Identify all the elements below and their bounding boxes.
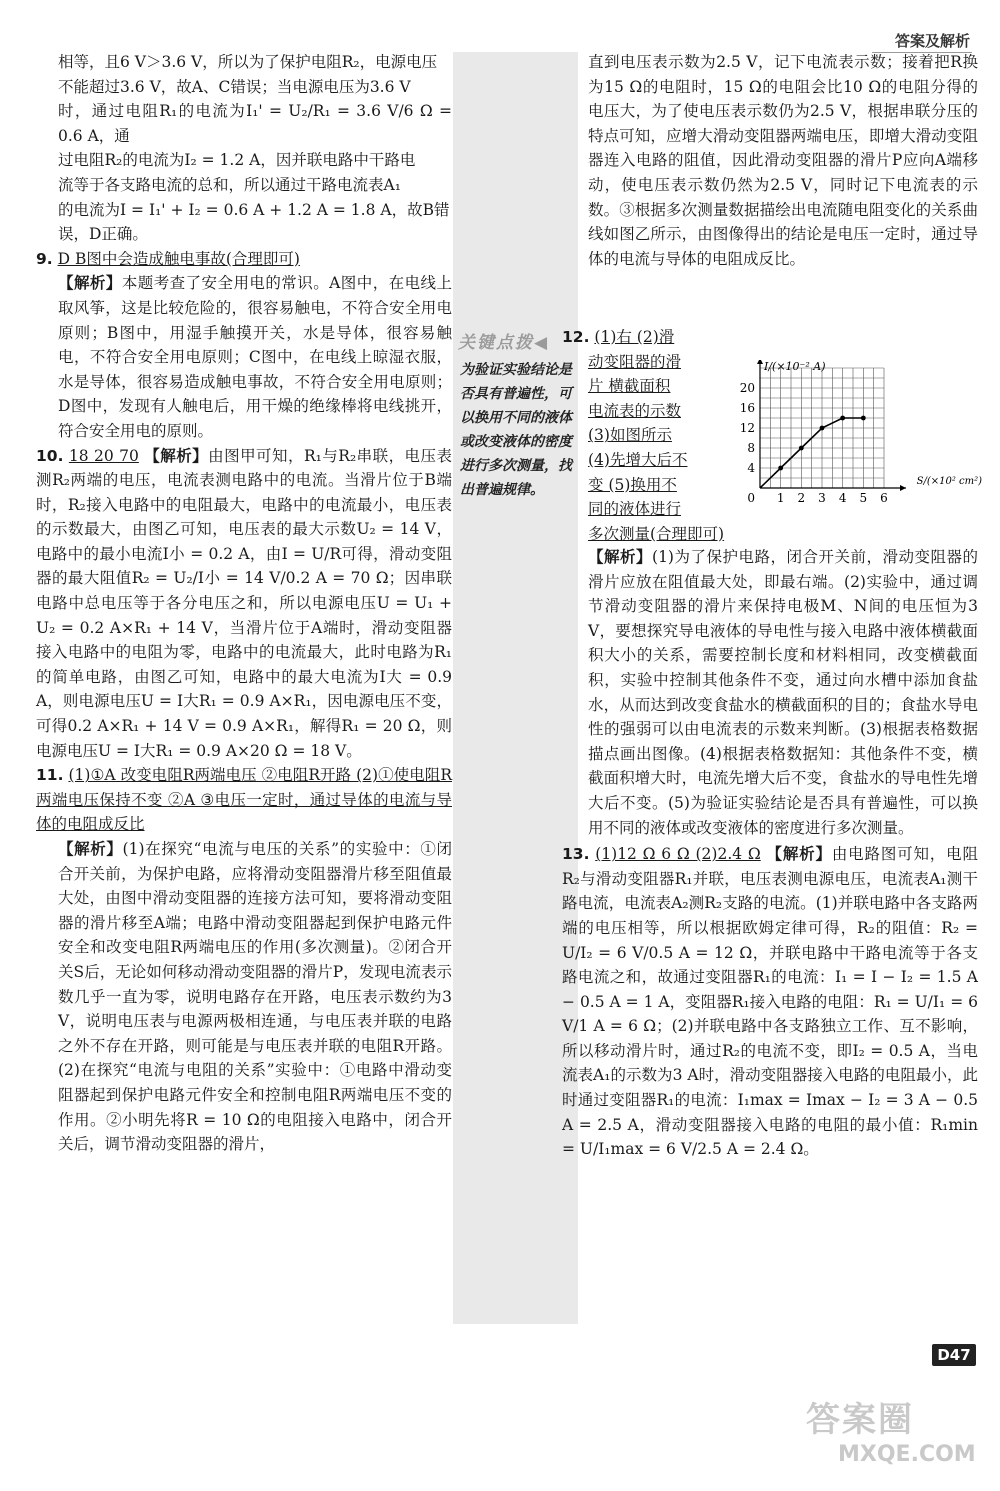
- left-line-5: 流等于各支路电流的总和，所以通过干路电流表A₁: [58, 175, 401, 194]
- question-10-analysis-text: 由图甲可知，R₁与R₂串联，电压表测R₂两端的电压，电流表测电路中的电流。当滑片位于B端时，R₂接入电路中的电阻最大，电路中的电流最小，电压表的示数最大，由图乙可知，电压表的最大示数U₂ = 14 V，电路中的最小电流I小 = 0.2 A，由I = U/R可得，滑动变阻器的最大阻值R₂ = U₂/I小 = 14 V/0.2 A = 70 Ω；因串联电路中总电压等于各分电压之和，所以电源电压U = U₁ + U₂ = 0.2 A×R₁ + 14 V，当滑片位于A端时，滑动变阻器接入电路中的电阻为零，电路中的电流最大，此时电路为R₁的简单电路，由图乙可知，电路中的最大电流为I大 = 0.9 A，则电源电压U = I大R₁ = 0.9 A×R₁，因电源电压不变，可得0.2 A×R₁ + 14 V = 0.9 A×R₁，解得R₁ = 20 Ω，则电源电压U = I大R₁ = 0.9 A×20 Ω = 18 V。: [36, 446, 452, 760]
- left-line-6: 的电流为I = I₁' + I₂ = 0.6 A + 1.2 A = 1.8 A，故B错: [58, 200, 450, 219]
- sidebar-text: 为验证实验结论是否具有普遍性，可以换用不同的液体或改变液体的密度进行多次测量，找出普遍规律。: [460, 362, 572, 498]
- left-line-3: 时，通过电阻R₁的电流为I₁' = U₂/R₁ = 3.6 V/6 Ω = 0.6 A，通: [58, 102, 452, 145]
- left-line-1: 相等，且6 V＞3.6 V，所以为了保护电阻R₂，电源电压: [58, 53, 438, 71]
- question-10-answer: 18 20 70: [68, 446, 139, 465]
- analysis-tag: 【解析】: [58, 273, 122, 293]
- question-9-analysis: [58, 271, 452, 443]
- y-axis-label: I/(×10⁻² A): [764, 360, 826, 373]
- analysis-tag: 【解析】: [766, 844, 832, 864]
- question-12-answer-line-5: (3)如图所示: [588, 426, 672, 445]
- question-9: [36, 247, 452, 272]
- question-11: [36, 763, 452, 837]
- x-axis-arrow: [900, 485, 906, 491]
- question-13-number: 13.: [562, 845, 590, 864]
- analysis-tag: 【解析】: [144, 445, 209, 465]
- left-line-4: 过电阻R₂的电流为I₂ = 1.2 A，因并联电路中干路电: [58, 151, 416, 170]
- header-title: 答案及解析: [894, 32, 970, 50]
- page-number-badge: D47: [932, 1344, 976, 1366]
- question-9-analysis-text: 本题考查了安全用电的常识。A图中，在电线上取风筝，这是比较危险的，很容易触电，不符合安全用电原则；B图中，用湿手触摸开关，水是导体，很容易触电，不符合安全用电原则；C图中，在电线上晾湿衣服，水是导体，很容易造成触电事故，不符合安全用电原则；D图中，发现有人触电后，用干燥的绝缘棒将电线挑开，符合安全用电的原则。: [58, 274, 452, 440]
- question-12: [562, 325, 733, 546]
- question-12-analysis: [588, 545, 978, 840]
- data-point: [840, 416, 845, 421]
- y-tick-label: 16: [739, 401, 755, 415]
- question-12-answer-line-7: 变 (5)换用不: [588, 475, 677, 494]
- x-tick-label: 5: [859, 491, 868, 505]
- question-11-answer: (1)①A 改变电阻R两端电压 ②电阻R开路 (2)①使电阻R两端电压保持不变 ②A ③电压一定时，通过导体的电流与导体的电阻成反比: [36, 766, 452, 834]
- y-axis-arrow: [757, 360, 763, 364]
- y-tick-label: 8: [747, 441, 755, 455]
- analysis-tag: 【解析】: [588, 547, 653, 566]
- y-tick-label: 12: [739, 421, 755, 435]
- question-9-number: 9.: [36, 249, 53, 268]
- current-area-chart: [738, 360, 983, 520]
- data-point: [820, 426, 825, 431]
- x-axis-label: S/(×10² cm²): [916, 476, 982, 487]
- x-tick-label: 1: [776, 491, 785, 505]
- data-point: [861, 416, 866, 421]
- left-line-2: 不能超过3.6 V，故A、C错误；当电源电压为3.6 V: [58, 77, 411, 96]
- y-tick-label: 20: [739, 381, 755, 395]
- question-12-analysis-text: (1)为了保护电路，闭合开关前，滑动变阻器的滑片应放在阻值最大处，即最右端。(2)实验中，通过调节滑动变阻器的滑片来保持电极M、N间的电压恒为3 V，要想探究导电液体的导电性与接入电路中液体横截面积大小的关系，需要控制长度和材料相同，改变横截面积，实验中控制其他条件不变，通过向水槽中添加食盐水，从而达到改变食盐水的横截面积的目的；食盐水导电性的强弱可以由电流表的示数来判断。(3)根据表格数据描点画出图像。(4)根据表格数据知：其他条件不变，横截面积增大时，电流先增大后不变，食盐水的导电性先增大后不变。(5)为验证实验结论是否具有普遍性，可以换用不同的液体或改变液体的密度进行多次测量。: [588, 548, 978, 837]
- sidebar-title: 关键点拨◀: [458, 333, 550, 353]
- question-10: [36, 444, 452, 764]
- question-11-analysis: [58, 837, 452, 1157]
- question-12-answer-line-3: 片 横截面积: [588, 377, 671, 396]
- right-column-top: [588, 50, 978, 320]
- y-tick-label: 4: [747, 461, 755, 475]
- origin-label: 0: [747, 491, 755, 505]
- right-column-bottom: [562, 545, 978, 1162]
- question-12-answer-line-8: 同的液体进行: [588, 500, 682, 519]
- sidebar-panel: [453, 52, 578, 1324]
- question-13: [562, 842, 978, 1162]
- x-tick-label: 3: [818, 491, 826, 505]
- data-point: [799, 446, 804, 451]
- question-12-answer-line-4: 电流表的示数: [588, 401, 682, 420]
- question-13-analysis-text: 由电路图可知，电阻R₂与滑动变阻器R₁并联，电压表测电源电压，电流表A₁测干路电流，电流表A₂测R₂支路的电流。(1)并联电路中各支路两端的电压相等，所以根据欧姆定律可得，R₂的阻值：R₂ = U/I₂ = 6 V/0.5 A = 12 Ω，并联电路中干路电流等于各支路电流之和，故通过变阻器R₁的电流：I₁ = I − I₂ = 1.5 A − 0.5 A = 1 A，变阻器R₁接入电路的电阻：R₁ = U/I₁ = 6 V/1 A = 6 Ω；(2)并联电路中各支路独立工作、互不影响，所以移动滑片时，通过R₂的电流不变，即I₂ = 0.5 A，当电流表A₁的示数为3 A时，滑动变阻器接入电路的电阻最小，此时通过变阻器R₁的电流：I₁max = Imax − I₂ = 3 A − 0.5 A = 2.5 A，滑动变阻器接入电路的电阻的最小值：R₁min = U/I₁max = 6 V/2.5 A = 2.4 Ω。: [562, 845, 978, 1159]
- watermark-url: MXQE.COM: [838, 1442, 976, 1467]
- data-point: [778, 466, 783, 471]
- x-tick-label: 2: [797, 491, 806, 505]
- left-line-7: 误，D正确。: [58, 225, 148, 244]
- question-12-answer-line-9: 多次测量(合理即可): [588, 524, 725, 543]
- question-12-number: 12.: [562, 328, 590, 346]
- question-12-answer-line-6: (4)先增大后不: [588, 450, 688, 469]
- question-13-answer: (1)12 Ω 6 Ω (2)2.4 Ω: [595, 845, 761, 864]
- analysis-tag: 【解析】: [58, 839, 123, 858]
- question-10-number: 10.: [36, 446, 64, 465]
- left-column: [36, 50, 452, 1157]
- right-continuation-text: 直到电压表示数为2.5 V，记下电流表示数；接着把R换为15 Ω的电阻时，15 Ω的电阻会比10 Ω的电阻分得的电压大，为了使电压表示数仍为2.5 V，根据串联分压的特点可知，应增大滑动变阻器两端电压，即增大滑动变阻器连入电路的阻值，因此滑动变阻器的滑片P应向A端移动，使电压表示数仍然为2.5 V，同时记下电流表的示数。③根据多次测量数据描绘出电流随电阻变化的关系曲线如图乙所示，由图像得出的结论是电压一定时，通过导体的电流与导体的电阻成反比。: [588, 53, 978, 268]
- question-12-answer-line-2: 动变阻器的滑: [588, 352, 682, 371]
- watermark-logo: 答案圈: [806, 1400, 914, 1440]
- x-tick-label: 6: [880, 491, 888, 505]
- question-9-answer: D B图中会造成触电事故(合理即可): [57, 249, 300, 268]
- x-tick-label: 4: [838, 491, 847, 505]
- question-11-analysis-text: (1)在探究“电流与电压的关系”的实验中：①闭合开关前，为保护电路，应将滑动变阻器滑片移至阻值最大处，由图中滑动变阻器的连接方法可知，要将滑动变阻器的滑片移至A端；电路中滑动变阻器起到保护电路元件安全和改变电阻R两端电压的作用(多次测量)。②闭合开关S后，无论如何移动滑动变阻器的滑片P，发现电流表示数几乎一直为零，说明电路存在开路，电压表示数约为3 V，说明电压表与电源两极相连通，与电压表并联的电路之外不存在开路，则可能是与电压表并联的电阻R开路。(2)在探究“电流与电阻的关系”实验中：①电路中滑动变阻器起到保护电路元件安全和控制电阻R两端电压不变的作用。②小明先将R = 10 Ω的电阻接入电路中，闭合开关后，调节滑动变阻器的滑片，: [58, 840, 452, 1154]
- question-12-answer-line-1: (1)右 (2)滑: [594, 328, 675, 346]
- question-11-number: 11.: [36, 766, 64, 785]
